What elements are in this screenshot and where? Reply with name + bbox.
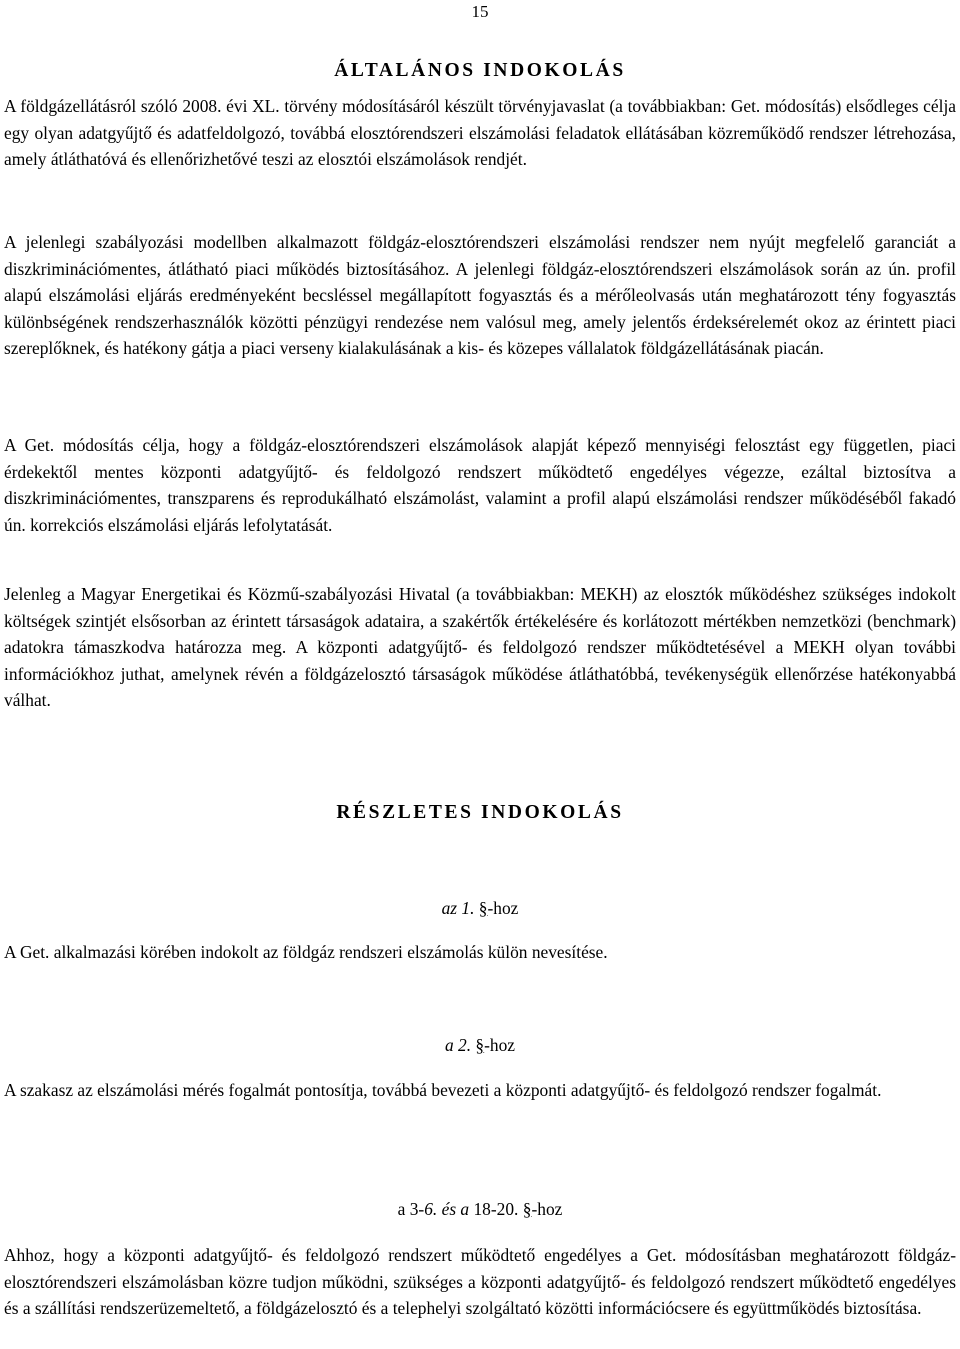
section-heading-3 <box>0 1196 960 1222</box>
section-heading-3-middle: 18-20. <box>469 1199 523 1219</box>
general-paragraph-2: A jelenlegi szabályozási modellben alkalmazott földgáz-elosztórendszeri elszámolási rendszer nem nyújt megfelelő garanciát a diszkriminációmentes, átlátható piaci működés biztosításához. A jelenlegi földgáz-elosztórendszeri elszámolások során az ún. profil alapú elszámolási eljárás eredményeként becsléssel megállapított fogyasztás és a mérőleolvasás után meghatározott tény fogyasztás különbségének rendszerhasználók közötti pénzügyi rendezése nem valósul meg, amely jelentős érdeksérelemét okoz az érintett piaci szereplőknek, és hatékony gátja a piaci verseny kialakulásának a kis- és közepes vállalatok földgázellátásának piacán. <box>4 232 956 359</box>
general-paragraph-1: A földgázellátásról szóló 2008. évi XL. törvény módosításáról készült törvényjavaslat (a továbbiakban: Get. módosítás) elsődleges célja egy olyan adatgyűjtő és adatfeldolgozó, továbbá elosztórendszeri elszámolási feladatok ellátásában közreműködő rendszer létrehozása, amely átláthatóvá és ellenőrizhetővé teszi az elosztói elszámolások rendjét. <box>4 96 956 170</box>
section-sign-2: § <box>475 1035 485 1055</box>
general-paragraph-4: Jelenleg a Magyar Energetikai és Közmű-szabályozási Hivatal (a továbbiakban: MEKH) az elosztók működéshez szükséges indokolt költségek szintjét elsősorban az érintett társaságok adataira, a szakértők értékelésére és korlátozott mértékben nemzetközi (benchmark) adatokra támaszkodva határozza meg. A központi adatgyűjtő- és feldolgozó rendszer működtetésével a MEKH olyan további információkhoz juthat, amelynek révén a földgázelosztó társaságok működése átláthatóbbá, tevékenységük ellenőrzése hatékonyabbá válhat. <box>4 584 956 711</box>
section-heading-3-suffix: -hoz <box>531 1199 563 1219</box>
section-heading-2-suffix: -hoz <box>484 1035 516 1055</box>
page-number: 15 <box>471 2 489 21</box>
section-text-3: Ahhoz, hogy a központi adatgyűjtő- és feldolgozó rendszert működtető engedélyes a Get. módosításban meghatározott földgáz-elosztórendszeri elszámolásban közre tudjon működni, szükséges a központi adatgyűjtő- és feldolgozó rendszert működtető engedélyes és a szállítási rendszerüzemeltető, a földgázelosztó és a telephelyi szolgáltató közötti információcsere és együttműködés biztosítása. <box>4 1245 956 1319</box>
section-heading-1 <box>0 895 960 921</box>
section-heading-1-suffix: -hoz <box>487 898 519 918</box>
general-reasoning-heading: ÁLTALÁNOS INDOKOLÁS <box>334 60 626 81</box>
section-heading-2 <box>0 1032 960 1058</box>
section-heading-2-label: a 2. <box>444 1035 472 1055</box>
section-heading-3-prefix: a 3- <box>397 1199 425 1219</box>
section-heading-1-label: az 1. <box>441 898 475 918</box>
detailed-reasoning-heading: RÉSZLETES INDOKOLÁS <box>336 802 624 823</box>
general-paragraph-3: A Get. módosítás célja, hogy a földgáz-elosztórendszeri elszámolások alapját képező mennyiségi felosztást egy független, piaci érdekektől mentes központi adatgyűjtő- és feldolgozó rendszert működtető engedélyes végezze, ezáltal biztosítva a diszkriminációmentes, transzparens és reprodukálható elszámolást, valamint a profil alapú elszámolási rendszer működéséből fakadó ún. korrekciós elszámolási eljárás lefolytatását. <box>4 435 956 535</box>
section-heading-3-label: 6. és a <box>424 1199 470 1219</box>
section-text-2: A szakasz az elszámolási mérés fogalmát pontosítja, továbbá bevezeti a központi adatgyűjtő- és feldolgozó rendszer fogalmát. <box>4 1080 882 1100</box>
section-text-1: A Get. alkalmazási körében indokolt az földgáz rendszeri elszámolás külön nevesítése. <box>4 942 608 962</box>
section-sign-1: § <box>478 898 488 918</box>
section-sign-3: § <box>522 1199 532 1219</box>
